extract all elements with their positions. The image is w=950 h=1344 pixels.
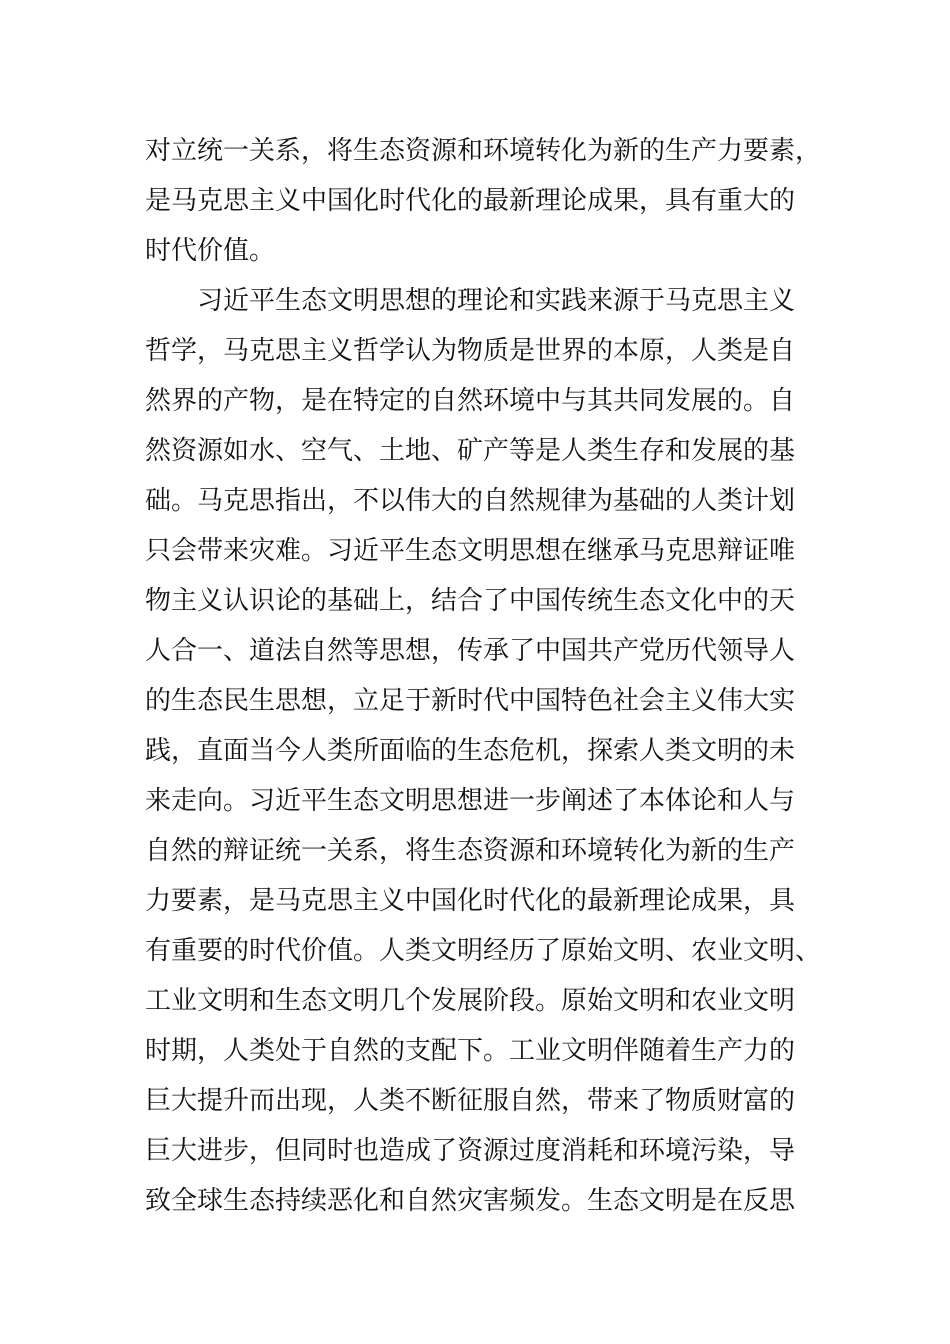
text-line: 工业文明和生态文明几个发展阶段。原始文明和农业文明	[145, 986, 796, 1016]
text-line: 础。马克思指出，不以伟大的自然规律为基础的人类计划	[145, 486, 796, 516]
text-line: 习近平生态文明思想的理论和实践来源于马克思主义	[197, 286, 796, 316]
text-line: 时代价值。	[145, 236, 276, 266]
text-line: 致全球生态持续恶化和自然灾害频发。生态文明是在反思	[145, 1186, 796, 1216]
text-line: 的生态民生思想，立足于新时代中国特色社会主义伟大实	[145, 686, 796, 716]
text-line: 是马克思主义中国化时代化的最新理论成果，具有重大的	[145, 186, 796, 216]
text-line: 有重要的时代价值。人类文明经历了原始文明、农业文明、	[145, 936, 822, 966]
text-line: 然界的产物，是在特定的自然环境中与其共同发展的。自	[145, 386, 796, 416]
text-line: 人合一、道法自然等思想，传承了中国共产党历代领导人	[145, 636, 796, 666]
text-line: 力要素，是马克思主义中国化时代化的最新理论成果，具	[145, 886, 796, 916]
text-line: 然资源如水、空气、土地、矿产等是人类生存和发展的基	[145, 436, 796, 466]
text-line: 时期，人类处于自然的支配下。工业文明伴随着生产力的	[145, 1036, 796, 1066]
text-line: 自然的辩证统一关系，将生态资源和环境转化为新的生产	[145, 836, 796, 866]
text-line: 对立统一关系，将生态资源和环境转化为新的生产力要素，	[145, 136, 822, 166]
text-line: 巨大提升而出现，人类不断征服自然，带来了物质财富的	[145, 1086, 796, 1116]
text-line: 只会带来灾难。习近平生态文明思想在继承马克思辩证唯	[145, 536, 796, 566]
text-line: 物主义认识论的基础上，结合了中国传统生态文化中的天	[145, 586, 796, 616]
text-line: 巨大进步，但同时也造成了资源过度消耗和环境污染，导	[145, 1136, 796, 1166]
text-line: 践，直面当今人类所面临的生态危机，探索人类文明的未	[145, 736, 796, 766]
text-line: 来走向。习近平生态文明思想进一步阐述了本体论和人与	[145, 786, 796, 816]
document-body	[145, 126, 822, 1226]
text-line: 哲学，马克思主义哲学认为物质是世界的本原，人类是自	[145, 336, 796, 366]
